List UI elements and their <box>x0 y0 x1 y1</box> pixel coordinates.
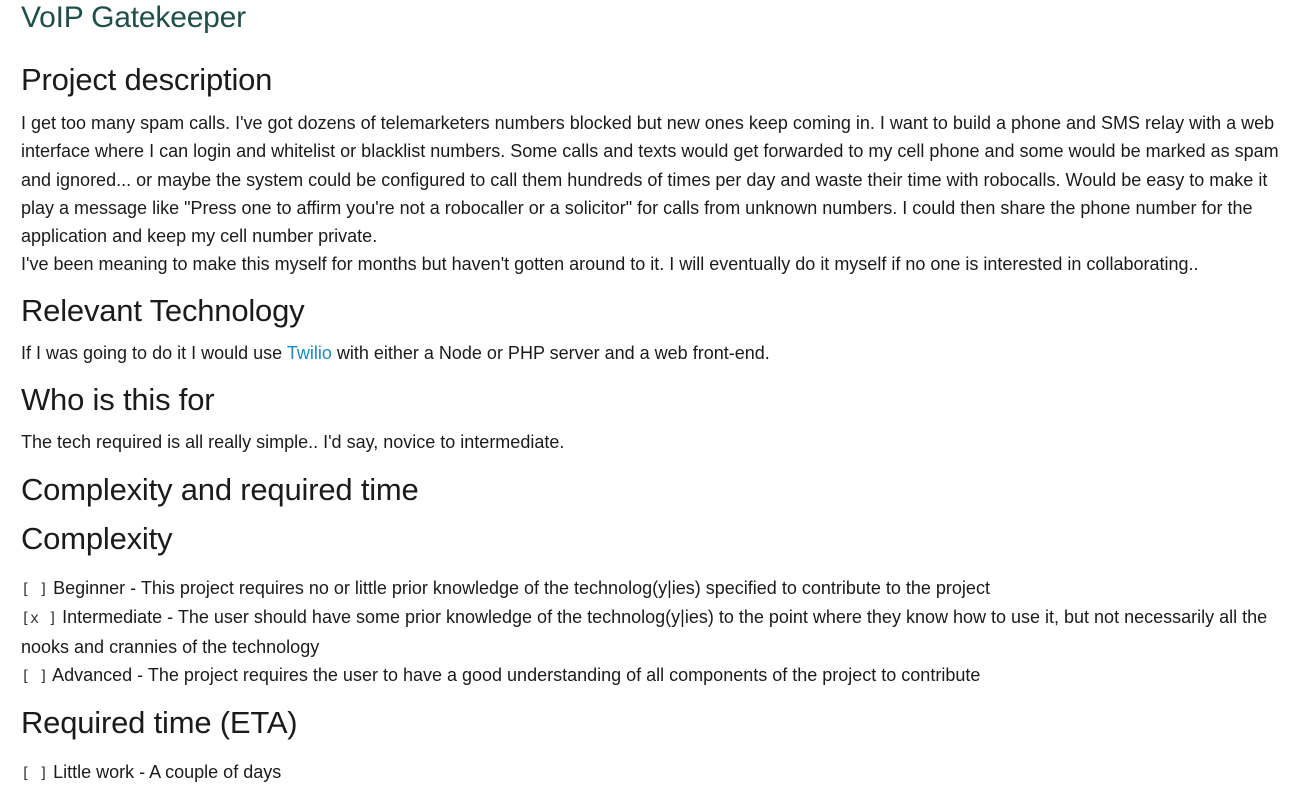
heading-complexity: Complexity <box>21 521 173 556</box>
heading-project-description: Project description <box>21 62 273 97</box>
option-beginner-text: Beginner - This project requires no or little prior knowledge of the technolog(y|ies) specified to contribute to the project <box>48 578 990 598</box>
option-advanced-text: Advanced - The project requires the user to have a good understanding of all components of the project to contribute <box>48 664 981 685</box>
page-title: VoIP Gatekeeper <box>21 1 246 34</box>
option-intermediate-text: Intermediate - The user should have some prior knowledge of the technolog(y|ies) to the point where they know how to use it, but not necessarily all the nooks and crannies of the technology <box>21 607 1268 657</box>
checkbox-beginner: [ ] <box>21 580 49 598</box>
project-description-text-2: I've been meaning to make this myself for months but haven't gotten around to it. I will eventually do it myself if no one is interested in collaborating.. <box>21 254 1199 275</box>
checkbox-advanced: [ ] <box>21 666 49 685</box>
option-little-work-text: Little work - A couple of days <box>48 762 282 782</box>
who-is-this-for-paragraph: The tech required is all really simple.. I'd say, novice to intermediate. <box>21 432 565 452</box>
project-description-paragraph <box>21 109 1305 279</box>
twilio-link[interactable]: Twilio <box>286 343 332 363</box>
complexity-options <box>21 574 1305 690</box>
heading-relevant-technology: Relevant Technology <box>21 293 305 328</box>
relevant-technology-text-before: If I was going to do it I would use <box>21 343 287 363</box>
checkbox-intermediate: [x ] <box>21 609 58 628</box>
relevant-technology-text-after: with either a Node or PHP server and a web front-end. <box>331 343 770 363</box>
project-description-text-1: I get too many spam calls. I've got dozens of telemarketers numbers blocked but new ones keep coming in. I want to build a phone and SMS relay with a web interface where I can login and whitelist or blacklist numbers. Some calls and texts would get forwarded to my cell phone and some would be marked as spam and ignored... or maybe the system could be configured to call them hundreds of times per day and waste their time with robocalls. Would be easy to make it play a message like "Press one to affirm you're not a robocaller or a solicitor" for calls from unknown numbers. I could then share the phone number for the application and keep my cell number private. <box>21 113 1279 247</box>
required-time-options <box>21 758 1305 787</box>
heading-complexity-and-required-time: Complexity and required time <box>21 472 419 507</box>
relevant-technology-paragraph <box>21 339 1305 367</box>
heading-required-time: Required time (ETA) <box>21 705 298 740</box>
checkbox-little-work: [ ] <box>21 764 49 782</box>
heading-who-is-this-for: Who is this for <box>21 382 215 417</box>
